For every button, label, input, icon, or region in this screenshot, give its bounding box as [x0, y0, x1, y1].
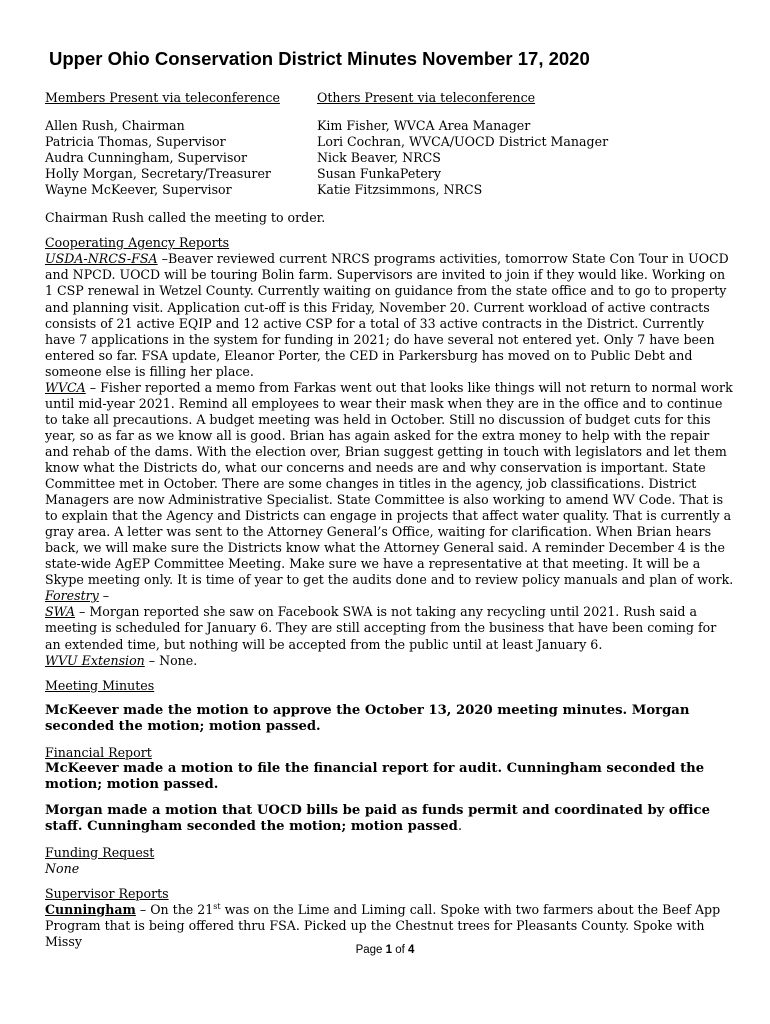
guest-name: Susan FunkaPetery — [317, 166, 441, 182]
supervisor-text-a: – On the 21 — [135, 901, 214, 917]
document-body — [45, 90, 735, 950]
page-number: 1 — [385, 944, 393, 956]
page-word: Page — [355, 944, 386, 956]
members-heading: Members Present via teleconference — [45, 90, 280, 105]
member-name: Audra Cunningham, Supervisor — [45, 150, 248, 166]
others-column — [317, 90, 735, 198]
page-title: Upper Ohio Conservation District Minutes November 17, 2020 — [49, 48, 590, 69]
wvu-label: WVU Extension — [45, 652, 145, 668]
swa-text: – Morgan reported she saw on Facebook SWA is not taking any recycling until 2021. Rush said a meeting is scheduled for January 6. They are still accepting from the business that have been coming for an extended time, but nothing will be accepted from the public until at least January 6. — [45, 604, 717, 652]
page-footer — [0, 944, 770, 956]
guest-name: Katie Fitzsimmons, NRCS — [317, 182, 483, 198]
cooperating-heading: Cooperating Agency Reports — [45, 235, 230, 251]
financial-motion-1: McKeever made a motion to file the financial report for audit. Cunningham seconded the motion; motion passed. — [45, 760, 705, 793]
supervisor-text-b: was on the Lime and Liming call. Spoke with two farmers about the Beef App Program that is being offered thru FSA. Picked up the Chestnut trees for Pleasants County. Spoke with Missy — [45, 901, 721, 949]
forestry-label: Forestry — [45, 588, 99, 604]
member-name: Wayne McKeever, Supervisor — [45, 182, 232, 198]
forestry-text: – — [98, 588, 110, 604]
guest-name: Kim Fisher, WVCA Area Manager — [317, 118, 531, 134]
financial-motion-2-text: Morgan made a motion that UOCD bills be paid as funds permit and coordinated by office staff. Cunningham seconded the motion; motion passed — [45, 802, 710, 835]
supervisor-heading: Supervisor Reports — [45, 885, 169, 901]
financial-heading: Financial Report — [45, 744, 152, 760]
page-total: 4 — [408, 944, 415, 956]
swa-report — [45, 604, 735, 652]
supervisor-report — [45, 902, 735, 950]
guest-name: Nick Beaver, NRCS — [317, 150, 441, 166]
wvca-label: WVCA — [45, 379, 86, 395]
funding-heading: Funding Request — [45, 844, 155, 860]
guest-name: Lori Cochran, WVCA/UOCD District Manager — [317, 134, 609, 150]
usda-label: USDA-NRCS-FSA — [45, 251, 158, 267]
call-to-order: Chairman Rush called the meeting to order. — [45, 210, 326, 226]
minutes-motion: McKeever made the motion to approve the October 13, 2020 meeting minutes. Morgan seconded the motion; motion passed. — [45, 702, 690, 735]
swa-label: SWA — [45, 604, 76, 620]
forestry-report — [45, 588, 735, 604]
supervisor-name: Cunningham — [45, 901, 136, 917]
members-column — [45, 90, 317, 198]
meeting-minutes-heading: Meeting Minutes — [45, 677, 155, 693]
usda-report — [45, 251, 735, 379]
usda-text: –Beaver reviewed current NRCS programs activities, tomorrow State Con Tour in UOCD and NPCD. UOCD will be touring Bolin farm. Supervisors are invited to join if they would like. Working on 1 CSP renewal in Wetzel County. Currently waiting on guidance from the state office and to go to property and planning visit. Application cut-off is this Friday, November 20. Current workload of active contracts consists of 21 active EQIP and 12 active CSP for a total of 33 active contracts in the District. Currently have 7 applications in the system for funding in 2021; do have several not entered yet. Only 7 have been entered so far. FSA update, Eleanor Porter, the CED in Parkersburg has moved on to Public Debt and someone else is filling her place. — [45, 251, 729, 379]
wvca-report — [45, 380, 735, 589]
member-name: Allen Rush, Chairman — [45, 118, 185, 134]
member-name: Holly Morgan, Secretary/Treasurer — [45, 166, 271, 182]
ordinal-suffix: st — [213, 901, 221, 911]
others-heading: Others Present via teleconference — [317, 90, 536, 105]
wvca-text: – Fisher reported a memo from Farkas went out that looks like things will not return to normal work until mid-year 2021. Remind all employees to wear their mask when they are in the office and to continue to take all precautions. A budget meeting was held in October. Still no discussion of budget cuts for this year, so as far as we know all is good. Brian has again asked for the extra money to help with the repair and rehab of the dams. With the election over, Brian suggest getting in touch with legislators and let them know what the Districts do, what our concerns and needs are and why conservation is important. State Committee met in October. There are some changes in titles in the agency, job classifications. District Managers are now Administrative Specialist. State Committee is also working to amend WV Code. That is to explain that the Agency and Districts can engage in projects that affect water quality. That is currently a gray area. A letter was sent to the Attorney General’s Office, waiting for clarification. When Brian hears back, we will make sure the Districts know what the Attorney General said. A reminder December 4 is the state-wide AgEP Committee Meeting. Make sure we have a representative at that meeting. It will be a Skype meeting only. It is time of year to get the audits done and to review policy manuals and plan of work. — [45, 379, 734, 588]
financial-motion-2-period: . — [457, 819, 463, 835]
wvu-text: – None. — [144, 652, 198, 668]
attendance-section — [45, 90, 735, 198]
funding-value: None — [45, 860, 80, 876]
member-name: Patricia Thomas, Supervisor — [45, 134, 226, 150]
wvu-report — [45, 653, 735, 669]
financial-motion-2 — [45, 803, 735, 836]
of-word: of — [392, 944, 409, 956]
